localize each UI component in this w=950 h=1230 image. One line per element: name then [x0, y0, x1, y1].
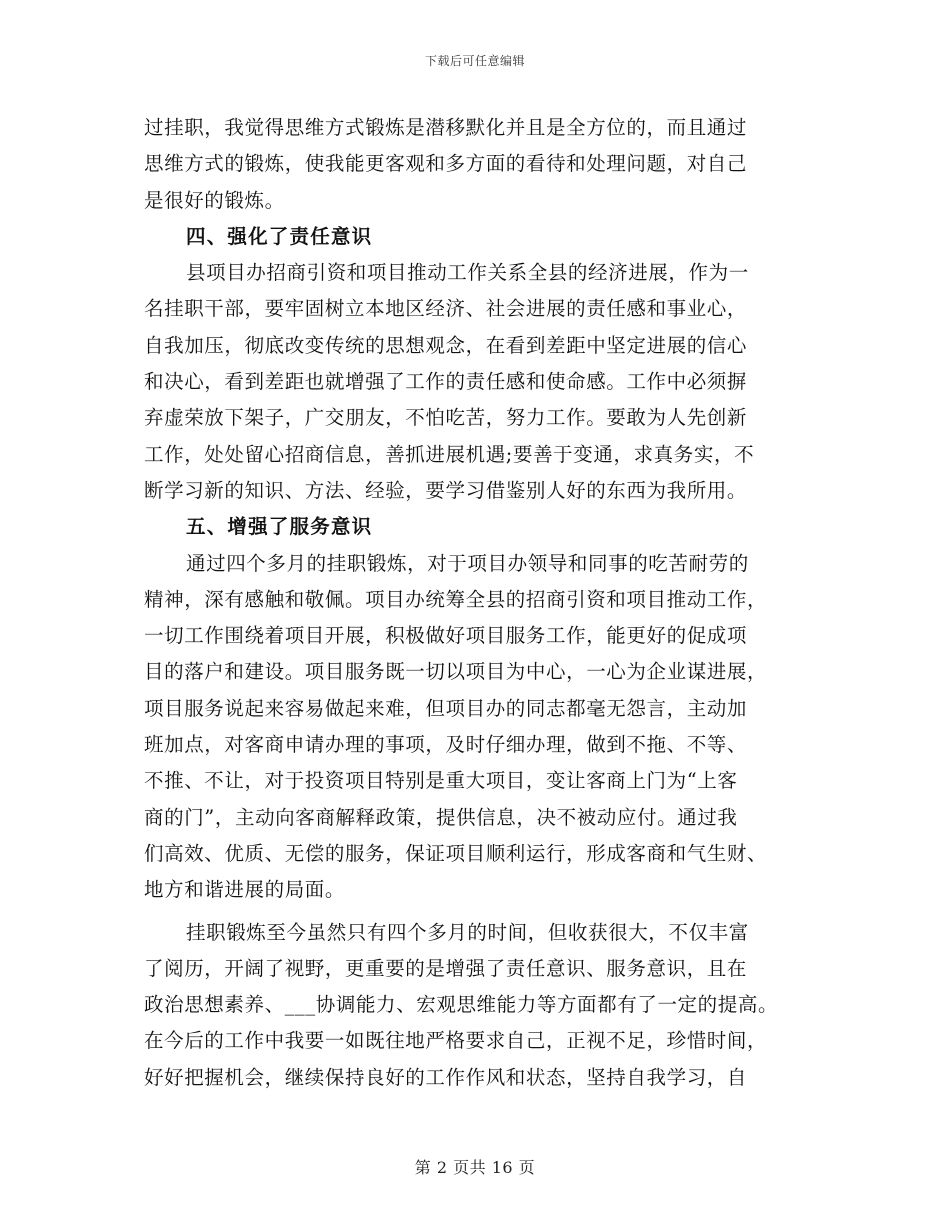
paragraph-line: 弃虚荣放下架子，广交朋友，不怕吃苦，努力工作。要敢为人先创新: [144, 406, 748, 430]
paragraph-line: 不推、不让，对于投资项目特别是重大项目，变让客商上门为“上客: [144, 769, 738, 793]
paragraph-line: 项目服务说起来容易做起来难，但项目办的同志都毫无怨言，主动加: [144, 696, 748, 720]
paragraph-line: 地方和谐进展的局面。: [144, 878, 346, 902]
section-heading-5: 五、增强了服务意识: [186, 515, 373, 539]
paragraph-line: 一切工作围绕着项目开展，积极做好项目服务工作，能更好的促成项: [144, 624, 748, 648]
paragraph-line: 过挂职，我觉得思维方式锻炼是潜移默化并且是全方位的，而且通过: [144, 116, 748, 139]
paragraph-line: 目的落户和建设。项目服务既一切以项目为中心，一心为企业谋进展，: [144, 660, 768, 684]
section-heading-4: 四、强化了责任意识: [186, 224, 373, 248]
paragraph-line: 精神，深有感触和敬佩。项目办统筹全县的招商引资和项目推动工作，: [144, 587, 768, 611]
paragraph-line: 工作，处处留心招商信息，善抓进展机遇;要善于变通，求真务实，不: [144, 442, 755, 466]
page-footer: 第 2 页共 16 页: [414, 1158, 536, 1177]
paragraph-line: 县项目办招商引资和项目推动工作关系全县的经济进展，作为一: [186, 261, 749, 285]
paragraph-line: 自我加压，彻底改变传统的思想观念，在看到差距中坚定进展的信心: [144, 333, 748, 357]
paragraph-line: 是很好的锻炼。: [144, 188, 285, 212]
paragraph-line: 好好把握机会，继续保持良好的工作作风和状态，坚持自我学习，自: [144, 1065, 748, 1089]
document-body: [144, 110, 814, 1096]
paragraph-line: 挂职锻炼至今虽然只有四个多月的时间，但收获很大，不仅丰富: [186, 920, 749, 944]
paragraph-line: 商的门”，主动向客商解释政策，提供信息，决不被动应付。通过我: [144, 805, 738, 829]
paragraph-line: 了阅历，开阔了视野，更重要的是增强了责任意识、服务意识，且在: [144, 956, 748, 980]
paragraph-line: 班加点，对客商申请办理的事项，及时仔细办理，做到不拖、不等、: [144, 733, 748, 757]
page-header: 下载后可任意编辑: [424, 54, 525, 68]
paragraph-line: 名挂职干部，要牢固树立本地区经济、社会进展的责任感和事业心，: [144, 297, 748, 321]
paragraph-line: 和决心，看到差距也就增强了工作的责任感和使命感。工作中必须摒: [144, 370, 748, 394]
paragraph-line: 断学习新的知识、方法、经验，要学习借鉴别人好的东西为我所用。: [144, 478, 748, 502]
paragraph-line: 思维方式的锻炼，使我能更客观和多方面的看待和处理问题，对自己: [144, 152, 748, 176]
paragraph-line: 通过四个多月的挂职锻炼，对于项目办领导和同事的吃苦耐劳的: [186, 551, 749, 575]
paragraph-line: 政治思想素养、___协调能力、宏观思维能力等方面都有了一定的提高。: [144, 993, 779, 1017]
paragraph-line: 们高效、优质、无偿的服务，保证项目顺利运行，形成客商和气生财、: [144, 841, 768, 865]
paragraph-line: 在今后的工作中我要一如既往地严格要求自己，正视不足，珍惜时间，: [144, 1029, 768, 1053]
